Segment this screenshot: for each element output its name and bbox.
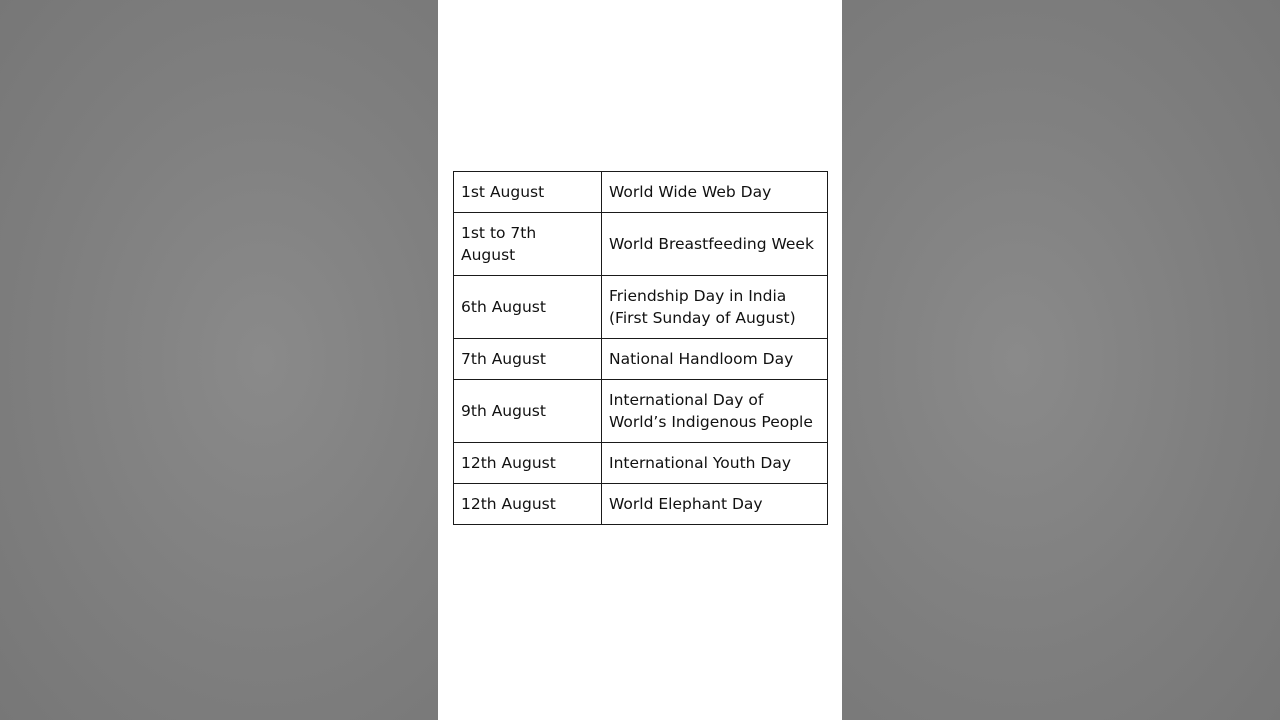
event-cell: World Elephant Day	[602, 484, 828, 525]
table-row	[454, 443, 828, 484]
table-row	[454, 213, 828, 276]
table-row	[454, 380, 828, 443]
date-cell: 7th August	[454, 339, 602, 380]
august-days-table	[453, 171, 828, 525]
blurred-background-right	[842, 0, 1280, 720]
date-cell: 1st August	[454, 172, 602, 213]
event-cell: International Youth Day	[602, 443, 828, 484]
blurred-background-left	[0, 0, 438, 720]
table-row	[454, 276, 828, 339]
date-cell: 1st to 7th August	[454, 213, 602, 276]
table-row	[454, 484, 828, 525]
date-cell: 6th August	[454, 276, 602, 339]
table-row	[454, 172, 828, 213]
event-cell: World Wide Web Day	[602, 172, 828, 213]
event-cell: National Handloom Day	[602, 339, 828, 380]
date-cell: 12th August	[454, 484, 602, 525]
event-cell: World Breastfeeding Week	[602, 213, 828, 276]
date-cell: 9th August	[454, 380, 602, 443]
date-cell: 12th August	[454, 443, 602, 484]
table-row	[454, 339, 828, 380]
event-cell: International Day of World’s Indigenous People	[602, 380, 828, 443]
content-page	[438, 0, 842, 720]
event-cell: Friendship Day in India (First Sunday of August)	[602, 276, 828, 339]
